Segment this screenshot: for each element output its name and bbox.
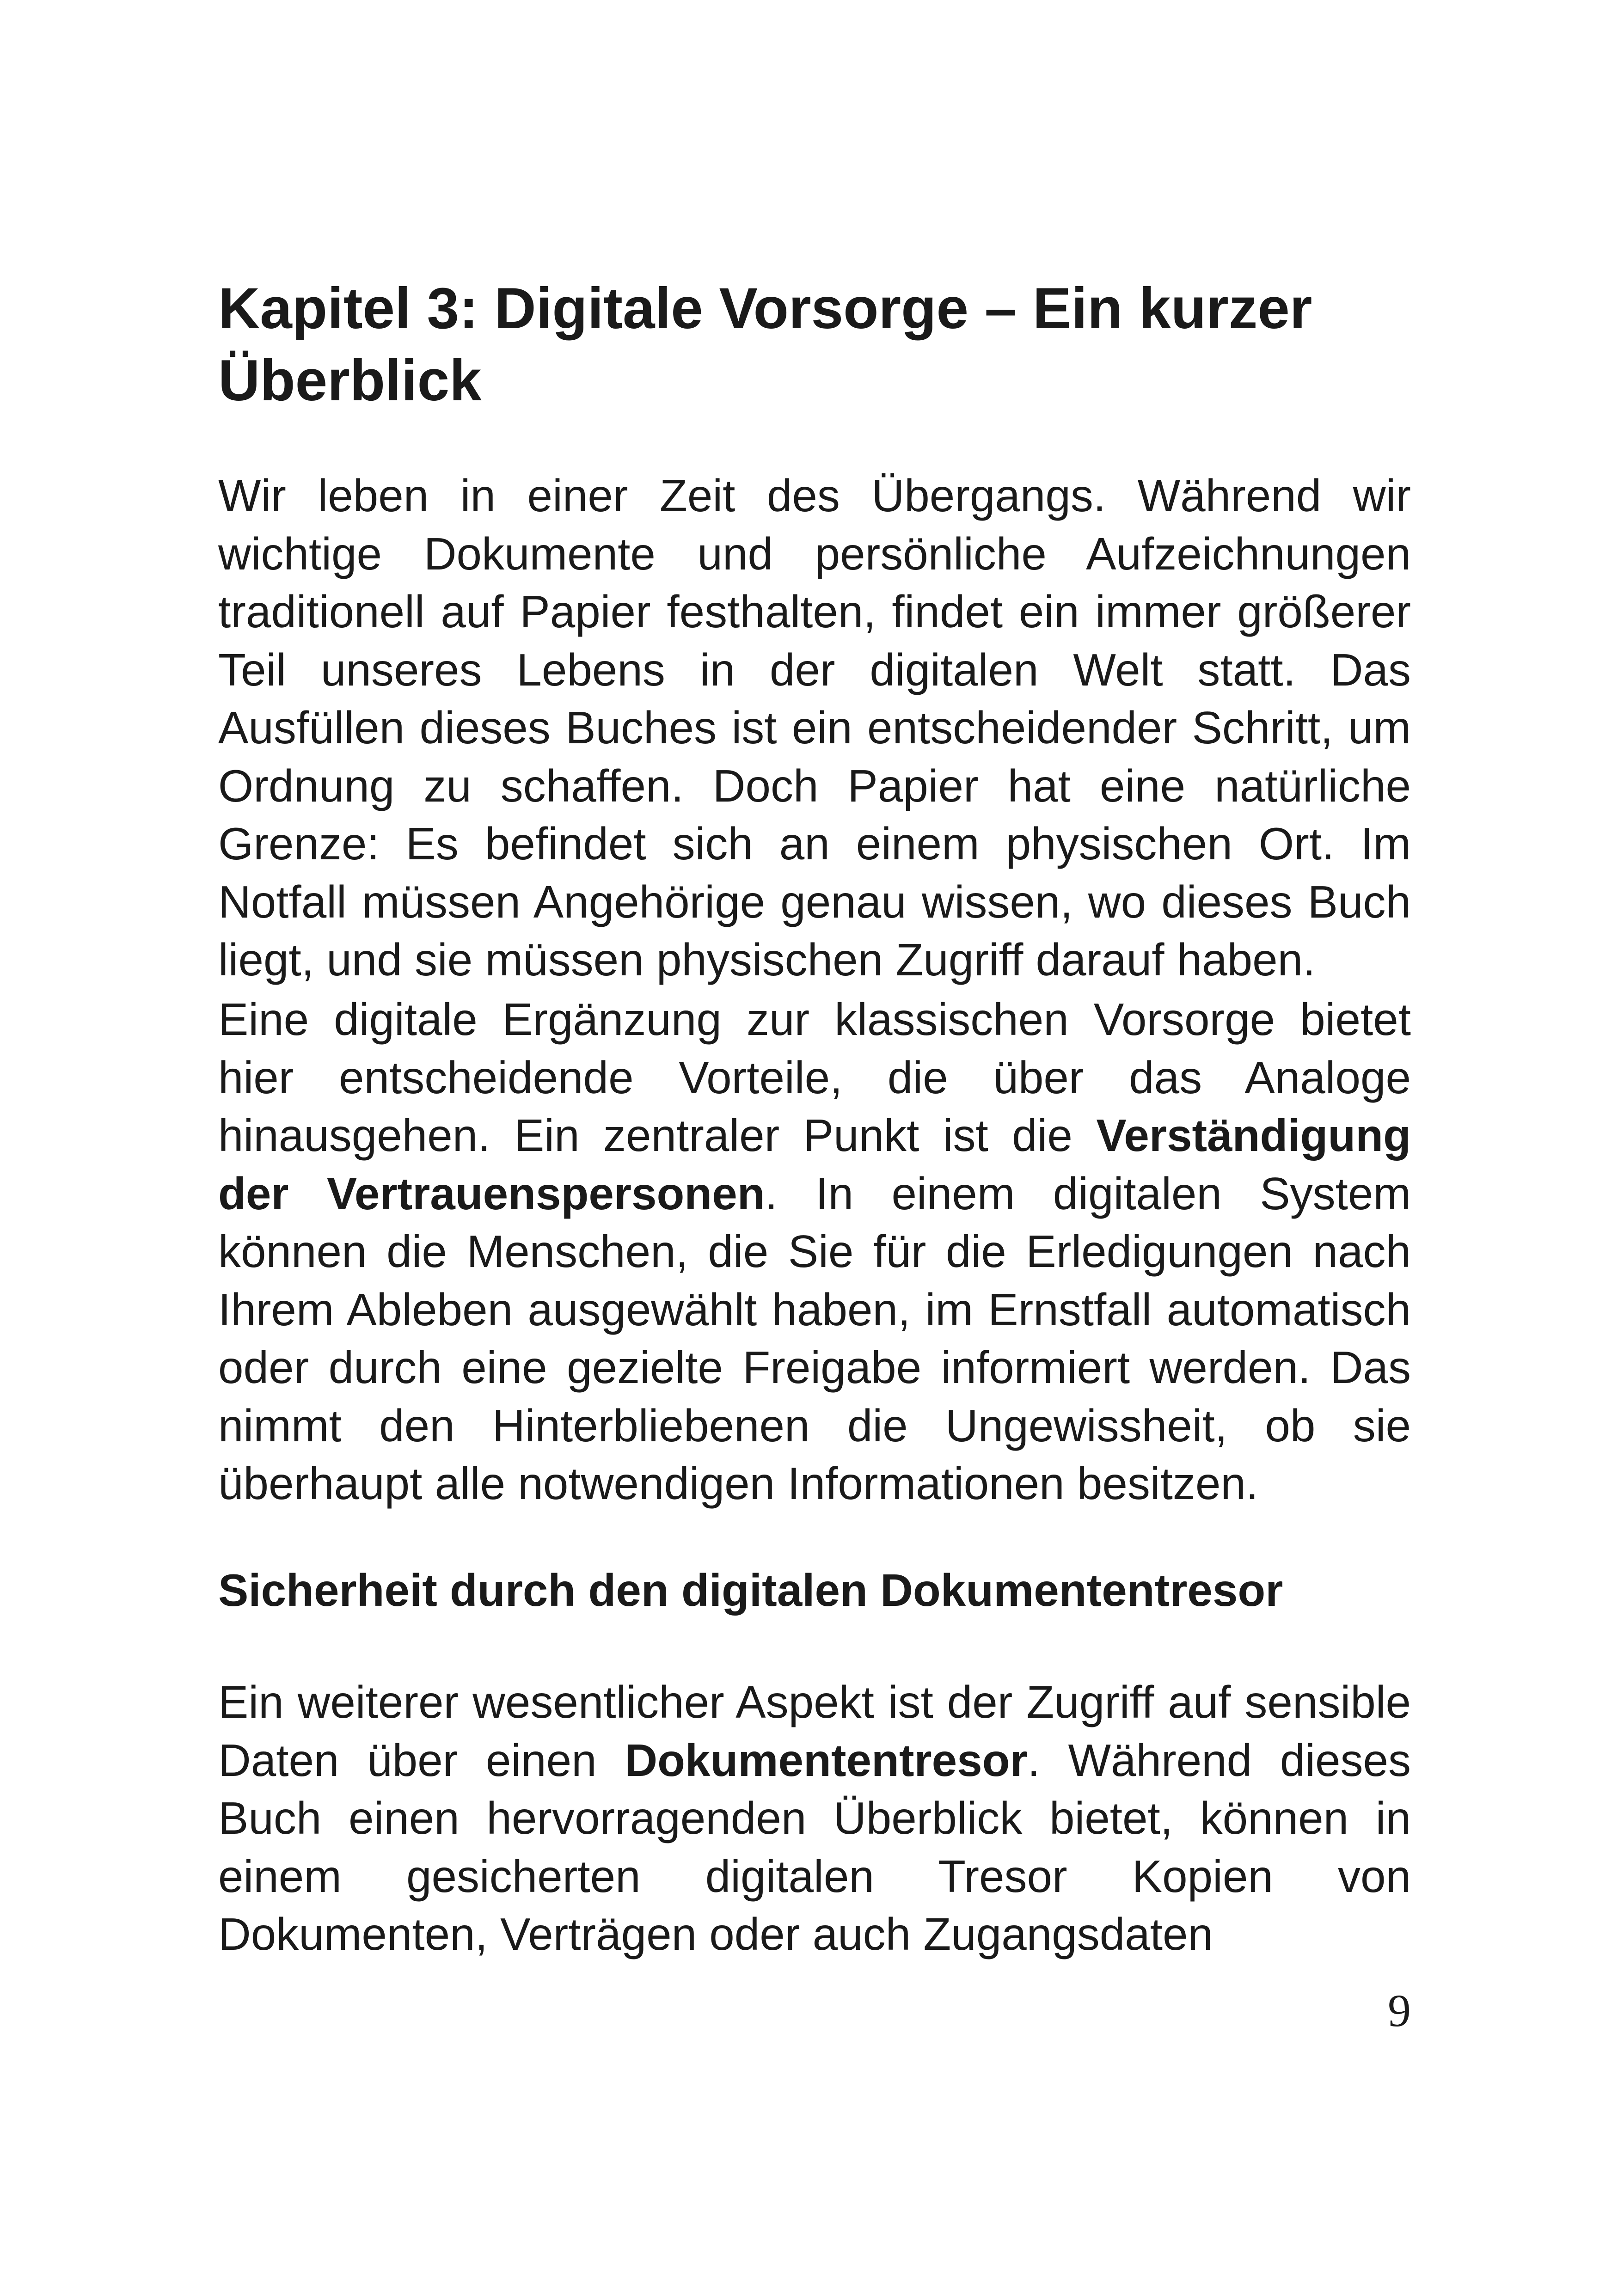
paragraph-digital-supplement-text-start: Eine digitale Ergänzung zur klassischen Vorsorge bietet hier entscheidende Vorteile, die über das Analoge hinausgehen. Ein zentraler Punkt ist die [218, 994, 1411, 1161]
chapter-title: Kapitel 3: Digitale Vorsorge – Ein kurzer Überblick [218, 276, 1312, 413]
emphasis-document-vault: Dokumententresor [625, 1734, 1028, 1786]
paragraph-document-vault [218, 1673, 1411, 1964]
paragraph-intro-text: Wir leben in einer Zeit des Übergangs. Während wir wichtige Dokumente und persönliche Aufzeichnungen traditionell auf Papier festhalten, findet ein immer größerer Teil unseres Lebens in der digitalen Welt statt. Das Ausfüllen dieses Buches ist ein entscheidender Schritt, um Ordnung zu schaffen. Doch Papier hat eine natürliche Grenze: Es befindet sich an einem physischen Ort. Im Notfall müssen Angehörige genau wissen, wo dieses Buch liegt, und sie müssen physischen Zugriff darauf haben. [218, 470, 1411, 985]
paragraph-digital-supplement [218, 991, 1411, 1513]
paragraph-intro [218, 467, 1411, 989]
paragraph-document-vault-text-start: Ein weiterer wesentlicher Aspekt ist der Zugriff auf sensible Daten über einen [218, 1677, 1411, 1786]
paragraph-digital-supplement-text-end: . In einem digitalen System können die Menschen, die Sie für die Erledigungen nach Ihrem Ableben ausgewählt haben, im Ernstfall automatisch oder durch eine gezielte Freigabe informiert werden. Das nimmt den Hinterbliebenen die Ungewissheit, ob sie überhaupt alle notwendigen Informationen besitzen. [218, 1168, 1411, 1509]
section-heading: Sicherheit durch den digitalen Dokumententresor [218, 1565, 1283, 1616]
page-number: 9 [1388, 1985, 1411, 2036]
emphasis-trusted-persons: Verständigung der Vertrauenspersonen [218, 1110, 1411, 1219]
paragraph-document-vault-text-end: . Während dieses Buch einen hervorragenden Überblick bietet, können in einem gesicherten digitalen Tresor Kopien von Dokumenten, Verträgen oder auch Zugangsdaten [218, 1734, 1411, 1959]
